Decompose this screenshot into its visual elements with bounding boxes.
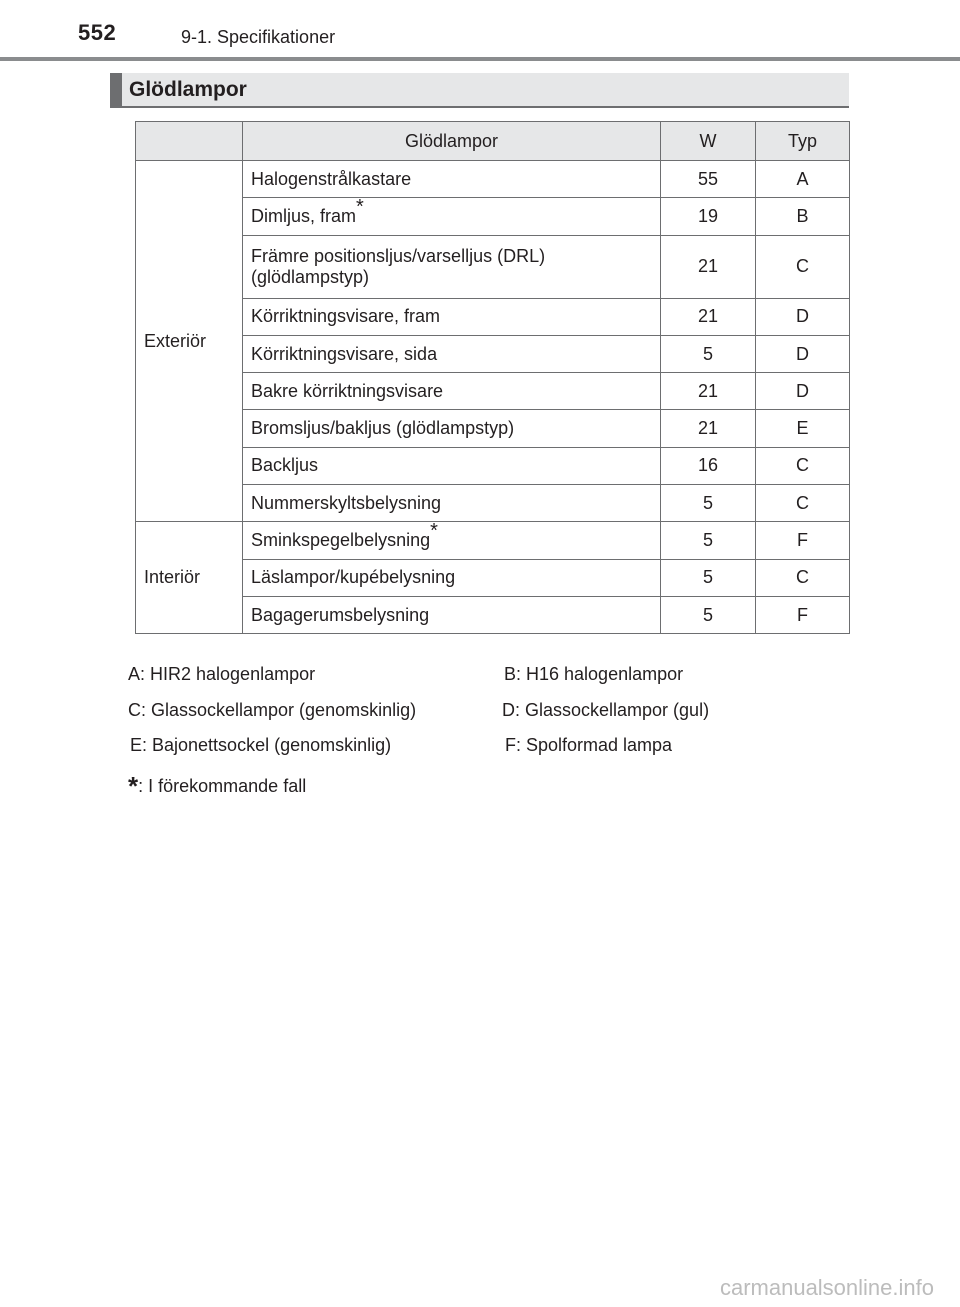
- bulb-type: C: [756, 235, 850, 298]
- bulb-watt: 5: [661, 335, 756, 372]
- section-title: Glödlampor: [129, 78, 247, 101]
- table-row: [136, 447, 850, 484]
- bulb-watt: 19: [661, 198, 756, 235]
- column-header-watt: W: [661, 122, 756, 161]
- footnote: [128, 768, 306, 799]
- bulb-watt: 55: [661, 161, 756, 198]
- chapter-title: 9-1. Specifikationer: [181, 27, 336, 47]
- bulb-type: C: [756, 485, 850, 522]
- table-row: [136, 410, 850, 447]
- bulb-name: Körriktningsvisare, fram: [243, 298, 661, 335]
- bulb-name: Halogenstrålkastare: [243, 161, 661, 198]
- bulb-type: C: [756, 447, 850, 484]
- bulb-watt: 21: [661, 410, 756, 447]
- legend-item-a: A: HIR2 halogenlampor: [128, 664, 316, 684]
- column-header-type: Typ: [756, 122, 850, 161]
- table-header-row: [136, 122, 850, 161]
- bulb-type: B: [756, 198, 850, 235]
- group-label-exterior: Exteriör: [136, 161, 243, 522]
- table-row: [136, 596, 850, 633]
- bulb-watt: 21: [661, 373, 756, 410]
- bulb-type: F: [756, 596, 850, 633]
- table-row: [136, 335, 850, 372]
- bulb-name: Backljus: [243, 447, 661, 484]
- footnote-text: : I förekommande fall: [138, 776, 307, 796]
- column-header-bulb: Glödlampor: [243, 122, 661, 161]
- table-row: [136, 522, 850, 559]
- bulb-watt: 5: [661, 596, 756, 633]
- section-bar-accent: [110, 73, 122, 106]
- bulb-type: A: [756, 161, 850, 198]
- bulb-type: F: [756, 522, 850, 559]
- bulb-name: Bromsljus/bakljus (glödlampstyp): [243, 410, 661, 447]
- bulb-name: Körriktningsvisare, sida: [243, 335, 661, 372]
- bulb-type: E: [756, 410, 850, 447]
- bulb-watt: 16: [661, 447, 756, 484]
- bulb-watt: 21: [661, 298, 756, 335]
- bulb-name: Bakre körriktningsvisare: [243, 373, 661, 410]
- legend-item-e: E: Bajonettsockel (genomskinlig): [130, 735, 392, 755]
- watermark: carmanualsonline.info: [719, 1275, 934, 1300]
- group-label-interior: Interiör: [136, 522, 243, 634]
- table-row: [136, 161, 850, 198]
- footnote-marker: *: [430, 520, 438, 543]
- bulb-name: Läslampor/kupébelysning: [243, 559, 661, 596]
- bulb-type: D: [756, 373, 850, 410]
- bulb-watt: 5: [661, 522, 756, 559]
- bulb-name: Nummerskyltsbelysning: [243, 485, 661, 522]
- table-row: [136, 235, 850, 298]
- bulb-watt: 21: [661, 235, 756, 298]
- bulb-type: D: [756, 298, 850, 335]
- legend-item-f: F: Spolformad lampa: [505, 735, 673, 755]
- legend-item-d: D: Glassockellampor (gul): [502, 700, 710, 720]
- bulb-type: C: [756, 559, 850, 596]
- bulb-watt: 5: [661, 559, 756, 596]
- table-row: [136, 298, 850, 335]
- bulb-name: Främre positionsljus/varselljus (DRL) (glödlampstyp): [243, 235, 661, 298]
- section-heading-bar: [110, 73, 849, 108]
- footnote-star: *: [128, 771, 139, 801]
- bulb-watt: 5: [661, 485, 756, 522]
- column-header-group: [136, 122, 243, 161]
- page-number: 552: [78, 20, 117, 45]
- table-row: [136, 373, 850, 410]
- bulb-spec-table: [135, 121, 850, 634]
- table-row: [136, 198, 850, 235]
- legend-item-b: B: H16 halogenlampor: [504, 664, 684, 684]
- bulb-type: D: [756, 335, 850, 372]
- page-header: [0, 0, 960, 62]
- table-row: [136, 485, 850, 522]
- footnote-marker: *: [356, 195, 364, 218]
- bulb-name: Sminkspegelbelysning*: [243, 522, 661, 559]
- table-row: [136, 559, 850, 596]
- bulb-name: Dimljus, fram*: [243, 198, 661, 235]
- bulb-name: Bagagerumsbelysning: [243, 596, 661, 633]
- legend-item-c: C: Glassockellampor (genomskinlig): [128, 700, 417, 720]
- header-rule: [0, 57, 960, 61]
